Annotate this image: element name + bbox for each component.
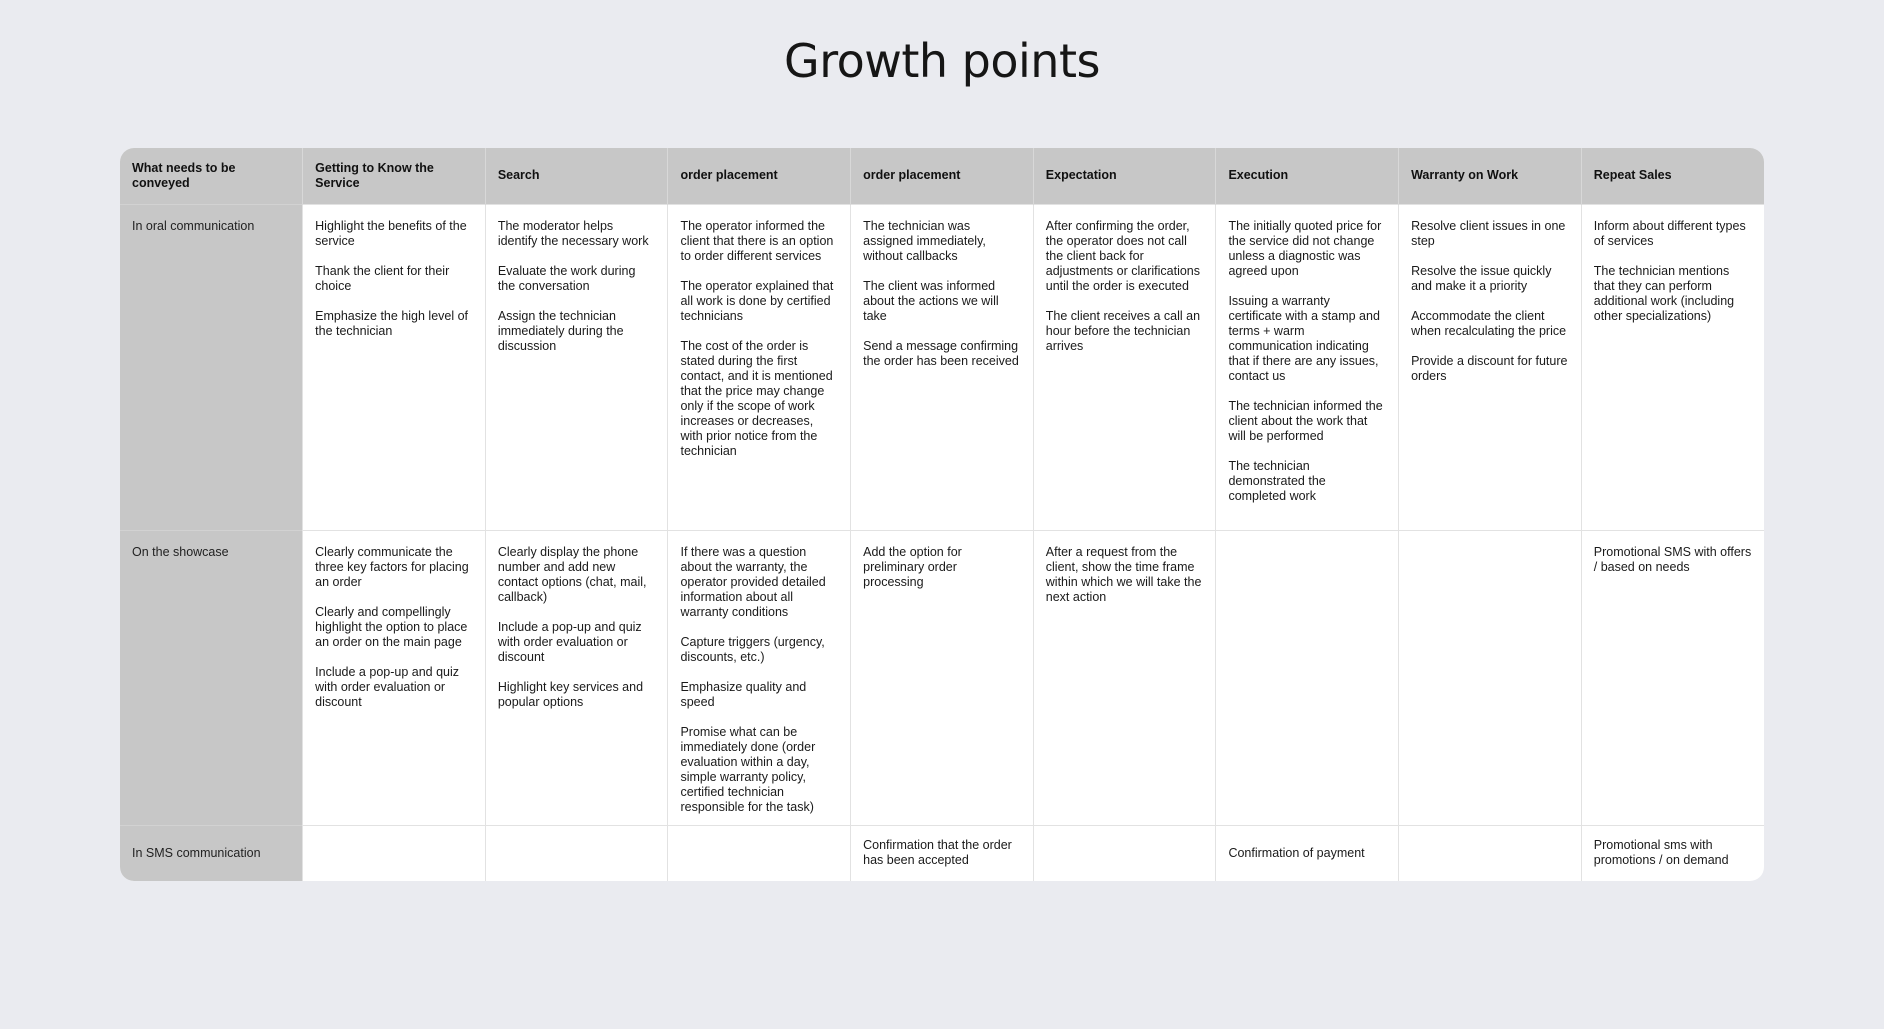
table-cell <box>1399 530 1582 825</box>
table-cell <box>1216 204 1399 530</box>
cell-paragraph: Clearly and compellingly highlight the option to place an order on the main page <box>315 604 468 649</box>
table-cell <box>668 825 851 881</box>
cell-paragraph: Confirmation of payment <box>1228 845 1365 860</box>
table-cell <box>1581 530 1764 825</box>
column-header: order placement <box>851 148 1034 204</box>
cell-paragraph: Provide a discount for future orders <box>1411 353 1568 383</box>
table-cell <box>485 204 668 530</box>
table-cell <box>668 530 851 825</box>
page-title: Growth points <box>784 34 1100 88</box>
cell-paragraph: Accommodate the client when recalculating the price <box>1411 308 1567 338</box>
table-cell <box>485 530 668 825</box>
table-cell <box>851 204 1034 530</box>
cell-paragraph: After confirming the order, the operator does not call the client back for adjustments or clarifications until the order is executed <box>1045 218 1201 293</box>
row-label: On the showcase <box>120 530 303 825</box>
table-cell <box>851 530 1034 825</box>
column-header: Execution <box>1216 148 1399 204</box>
column-header: Expectation <box>1033 148 1216 204</box>
row-label: In SMS communication <box>120 825 303 881</box>
cell-paragraph: Promise what can be immediately done (order evaluation within a day, simple warranty policy, certified technician responsible for the task) <box>680 724 816 814</box>
cell-paragraph: Send a message confirming the order has been received <box>863 338 1019 368</box>
cell-paragraph: The technician was assigned immediately, without callbacks <box>863 218 986 263</box>
cell-paragraph: The technician mentions that they can perform additional work (including other specializations) <box>1593 263 1735 323</box>
table-cell <box>1399 204 1582 530</box>
column-header: Getting to Know the Service <box>303 148 486 204</box>
table-cell <box>485 825 668 881</box>
table-cell <box>1033 204 1216 530</box>
table-row <box>120 204 1764 530</box>
growth-points-table-container <box>120 148 1764 881</box>
table-cell <box>1216 530 1399 825</box>
cell-paragraph: The moderator helps identify the necessary work <box>497 218 649 248</box>
table-cell <box>851 825 1034 881</box>
table-cell <box>303 825 486 881</box>
cell-paragraph: The operator informed the client that there is an option to order different services <box>680 218 834 263</box>
cell-paragraph: Confirmation that the order has been accepted <box>863 838 1012 868</box>
table-cell <box>1581 204 1764 530</box>
cell-paragraph: The cost of the order is stated during the first contact, and it is mentioned that the price may change only if the scope of work increases or decreases, with prior notice from the technician <box>680 338 833 458</box>
cell-paragraph: The client was informed about the actions we will take <box>863 278 999 323</box>
cell-paragraph: Highlight key services and popular options <box>497 679 644 709</box>
cell-paragraph: Thank the client for their choice <box>315 263 450 293</box>
table-cell <box>1399 825 1582 881</box>
cell-paragraph: The technician demonstrated the completed work <box>1228 458 1326 503</box>
table-cell <box>1033 530 1216 825</box>
table-cell <box>1033 825 1216 881</box>
cell-paragraph: The technician informed the client about the work that will be performed <box>1228 398 1383 443</box>
column-header: Warranty on Work <box>1399 148 1582 204</box>
cell-paragraph: The client receives a call an hour before the technician arrives <box>1045 308 1201 353</box>
table-row <box>120 825 1764 881</box>
table-row <box>120 530 1764 825</box>
table-cell <box>303 204 486 530</box>
cell-paragraph: Include a pop-up and quiz with order evaluation or discount <box>497 619 642 664</box>
table-cell <box>1581 825 1764 881</box>
table-cell <box>303 530 486 825</box>
column-header: Search <box>485 148 668 204</box>
table-body <box>120 204 1764 881</box>
cell-paragraph: Clearly display the phone number and add new contact options (chat, mail, callback) <box>497 544 647 604</box>
cell-paragraph: Inform about different types of services <box>1593 218 1746 248</box>
column-header: Repeat Sales <box>1581 148 1764 204</box>
cell-paragraph: If there was a question about the warranty, the operator provided detailed information about all warranty conditions <box>680 544 826 619</box>
cell-paragraph: Promotional SMS with offers / based on needs <box>1593 544 1752 574</box>
cell-paragraph: Emphasize quality and speed <box>680 679 807 709</box>
cell-paragraph: Assign the technician immediately during the discussion <box>497 308 624 353</box>
table-cell <box>668 204 851 530</box>
row-label: In oral communication <box>120 204 303 530</box>
cell-paragraph: Include a pop-up and quiz with order evaluation or discount <box>315 664 460 709</box>
cell-paragraph: Add the option for preliminary order processing <box>863 544 962 589</box>
cell-paragraph: Resolve client issues in one step <box>1411 218 1566 248</box>
growth-points-table <box>120 148 1764 881</box>
column-header: What needs to be conveyed <box>120 148 303 204</box>
table-cell <box>1216 825 1399 881</box>
cell-paragraph: Emphasize the high level of the technician <box>315 308 469 338</box>
cell-paragraph: Clearly communicate the three key factors for placing an order <box>315 544 469 589</box>
cell-paragraph: Capture triggers (urgency, discounts, etc.) <box>680 634 825 664</box>
column-header: order placement <box>668 148 851 204</box>
header-row <box>120 148 1764 204</box>
cell-paragraph: Highlight the benefits of the service <box>315 218 467 248</box>
cell-paragraph: Promotional sms with promotions / on demand <box>1593 838 1729 868</box>
cell-paragraph: After a request from the client, show the time frame within which we will take the next action <box>1045 544 1202 604</box>
cell-paragraph: Evaluate the work during the conversation <box>497 263 636 293</box>
cell-paragraph: The initially quoted price for the service did not change unless a diagnostic was agreed upon <box>1228 218 1382 278</box>
table-header <box>120 148 1764 204</box>
cell-paragraph: Resolve the issue quickly and make it a priority <box>1411 263 1552 293</box>
cell-paragraph: The operator explained that all work is done by certified technicians <box>680 278 834 323</box>
cell-paragraph: Issuing a warranty certificate with a stamp and terms + warm communication indicating that if there are any issues, contact us <box>1228 293 1380 383</box>
